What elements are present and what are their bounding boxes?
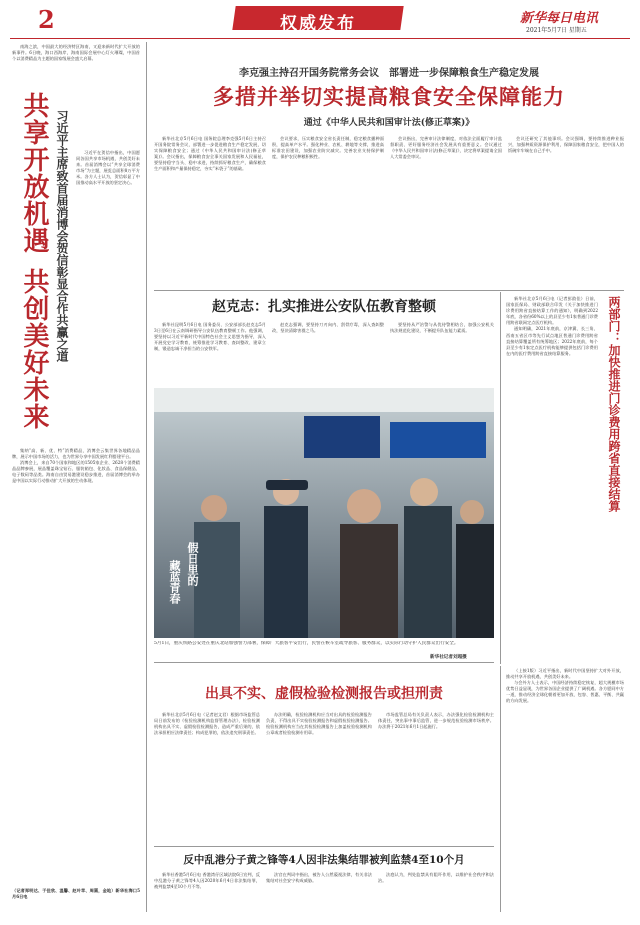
photo-caption: 5月1日，重庆铁路公安处在重庆北站加强警力部署，保障广大旅客平安出行，民警在候车室疏导旅客、服务群众，以实际行动守护人民群众出行安全。 bbox=[154, 641, 459, 646]
zhao-headline: 赵克志：扎实推进公安队伍教育整顿 bbox=[212, 299, 436, 315]
lead-body-2: 会议要求，压实粮食安全省长责任制，稳定粮食播种面积，提高单产水平。强化种业、农机、耕地等支撑，推进高标准农田建设，加强农业防灾减灾。完善农业支持保护制度，保护农民种粮积极性。 bbox=[272, 136, 384, 160]
right-vertical-title: 两部门：加快推进门诊费用跨省直接结算 bbox=[607, 296, 621, 512]
left-divider bbox=[146, 42, 147, 912]
right-lower-divider bbox=[500, 666, 501, 912]
lead-body-1: 新华社北京5月6日电 国务院总理李克强5月6日主持召开国务院常务会议，部署进一步促进粮食生产稳定发展，切实保障粮食安全；通过《中华人民共和国审计法(修正草案)》。会议指出，保障粮食安全事关国家发展和人民福祉，要坚持稳字当头、稳中求进，持续抓好粮食生产，确保粮食生产面积和产量保持稳定，夯实“米袋子”的基础。 bbox=[154, 136, 266, 172]
right-body-1: 新华社北京5月6日电（记者彭韵佳）日前，国家医保局、财政部联合印发《关于加快推进门诊费用跨省直接结算工作的通知》，明确到2022年底，各省份60%以上的县至少有1家普通门诊费用跨省联网定点医疗机构。 通知明确，2021年底前，京津冀、长三角、西南五省区市等先行试点地区普通门诊费用跨省直接结算覆盖所有统筹地区；2022年底前，每个县至少有1家定点医疗机构能够提供包括门诊费用在内的医疗费用跨省直接结算服务。 bbox=[506, 296, 598, 356]
hk-headline: 反中乱港分子黄之锋等4人因非法集结罪被判监禁4至10个月 bbox=[183, 854, 465, 866]
lead-bottom-rule bbox=[154, 290, 624, 291]
report-bottom-rule bbox=[154, 846, 494, 847]
right-footnote: （上接1版）习近平指出，新时代中国坚持扩大对外开放，推动共享开放机遇，共创美好未来。 与会外方人士表示，中国经济持续稳定恢复，超大规模市场优势日益显现，为世界各国企业提供了广阔机遇。各方愿同中方一道，推动经济全球化朝着更加开放、包容、普惠、平衡、共赢的方向发展。 bbox=[506, 668, 624, 704]
zhao-body-1: 新华社昆明5月6日电 国务委员、公安部部长赵克志5月3日至6日在云南调研指导公安队伍教育整顿工作。他强调，要坚持以习近平新时代中国特色社会主义思想为指导，深入开展党史学习教育，统筹推进学习教育、查纠整改、建章立制，锻造忠诚干净担当的公安铁军。 bbox=[154, 322, 266, 352]
photo-bottom-rule bbox=[154, 662, 494, 663]
report-body-2: 办法明确，检验检测机构应当对出具的检验检测报告负责，不得出具不实检验检测报告和虚假检验检测报告。检验检测机构应当在其检验检测报告上加盖检验检测机构公章或者检验检测专用章。 bbox=[266, 712, 372, 736]
masthead-logo: 新华每日电讯 bbox=[520, 11, 599, 26]
header-rule bbox=[10, 38, 630, 39]
page-header bbox=[0, 0, 640, 38]
left-body-side: 习近平在贺信中指出，中国愿同各国共享市场机遇，共创美好未来。首届消博会以“共享全球消费市场”为主题，展览总面积8万平方米。各方人士认为，贺信彰显了中国推动高水平开放的坚定决心。 bbox=[76, 150, 140, 186]
hk-body-3: 法庭认为，判处监禁具有阻吓作用，以维护社会秩序和法治。 bbox=[378, 872, 494, 884]
lead-body-3: 会议指出，完善审计法律制度，对依法全面履行审计监督职责、更好服务经济社会发展具有重要意义。会议通过《中华人民共和国审计法(修正草案)》，决定将草案提请全国人大常委会审议。 bbox=[390, 136, 502, 160]
right-divider bbox=[500, 292, 501, 664]
news-photo bbox=[154, 388, 494, 638]
date-line: 2021年5月7日 星期五 bbox=[526, 27, 587, 34]
left-headline-b: 共创美好未来 bbox=[19, 268, 49, 430]
report-body-3: 市场监管总局有关负责人表示，办法强化检验检测机构主体责任，突出事中事后监管，进一步规范检验检测市场秩序。办法将于2021年6月1日起施行。 bbox=[378, 712, 494, 730]
station-crowd-image bbox=[154, 388, 494, 638]
left-body-bottom: 集纳“高、新、优、特”消费精品，消博会云集世界各地精品品牌，展示中国市场的活力，也为世界分享中国发展红利搭建平台。 消博会上，来自70个国家和地区的1505家企业、2628个消费精品品牌参展，展品覆盖珠宝钻石、服装箱包、化妆品、食品保健品、电子数码等品类。海南自由贸易港建设稳步推进，首届消博会的举办是中国以实际行动推动扩大开放的生动体现。 bbox=[12, 448, 140, 484]
left-subhead: 习近平主席致首届消博会贺信彰显合作共赢之道 bbox=[55, 110, 69, 362]
hk-body-2: 法官在判词中指出，被告人公然藐视法律，有关非法集结对社会安宁构成威胁。 bbox=[266, 872, 372, 884]
photo-label-a: 假日里的 bbox=[186, 542, 199, 586]
section-title: 权威发布 bbox=[280, 14, 356, 34]
left-body-top: 南海之滨，中国最大的经济特区海南，又迎来新时代扩大开放的新事件。6日晚，海口西海岸，海南国际会展中心灯火璀璨，中国首个以消费精品为主题的国家级展会盛大启幕。 bbox=[12, 44, 140, 62]
photo-label-b: 藏蓝青春 bbox=[168, 560, 181, 604]
photo-credit: 新华社记者刘超摄 bbox=[430, 655, 467, 660]
lead-body-4: 会议还研究了其他事项。会议强调，要持续推进种业振兴，加强种质资源保护利用，保障国家粮食安全，把中国人的饭碗牢牢端在自己手中。 bbox=[508, 136, 624, 154]
lead-kicker: 李克强主持召开国务院常务会议 部署进一步保障粮食生产稳定发展 bbox=[239, 68, 539, 79]
hk-body-1: 新华社香港5月6日电 香港湾仔区域法院6日宣判，反中乱港分子黄之锋等4人因2020年6月4日非法集结罪，被判监禁4至10个月不等。 bbox=[154, 872, 260, 890]
zhao-body-2: 赵克志强调，要坚持刀刃向内、刮骨疗毒，深入查纠整改，坚决清除害群之马。 bbox=[272, 322, 384, 334]
report-headline: 出具不实、虚假检验检测报告或担刑责 bbox=[205, 686, 443, 702]
zhao-body-3: 要坚持从严治警与从优待警相结合，加强公安机关执法规范化建设，不断提升队伍能力素质。 bbox=[390, 322, 494, 334]
lead-subhead: 通过《中华人民共和国审计法(修正草案)》 bbox=[303, 118, 475, 128]
lead-headline: 多措并举切实提高粮食安全保障能力 bbox=[213, 84, 565, 109]
report-body-1: 新华社北京5月6日电（记者赵文君）根据市场监管总局日前发布的《检验检测机构监督管理办法》，检验检测机构出具不实、虚假检验检测报告，造成严重后果的，依法承担相应法律责任；构成犯罪的，依法追究刑事责任。 bbox=[154, 712, 260, 736]
left-headline-a: 共享开放机遇 bbox=[19, 92, 49, 254]
left-credit: （记者郑明达、于佳欣、温馨、赵叶苹、周圆，金地）新华社海口5月6日电 bbox=[12, 888, 140, 900]
page-number: 2 bbox=[38, 5, 55, 34]
